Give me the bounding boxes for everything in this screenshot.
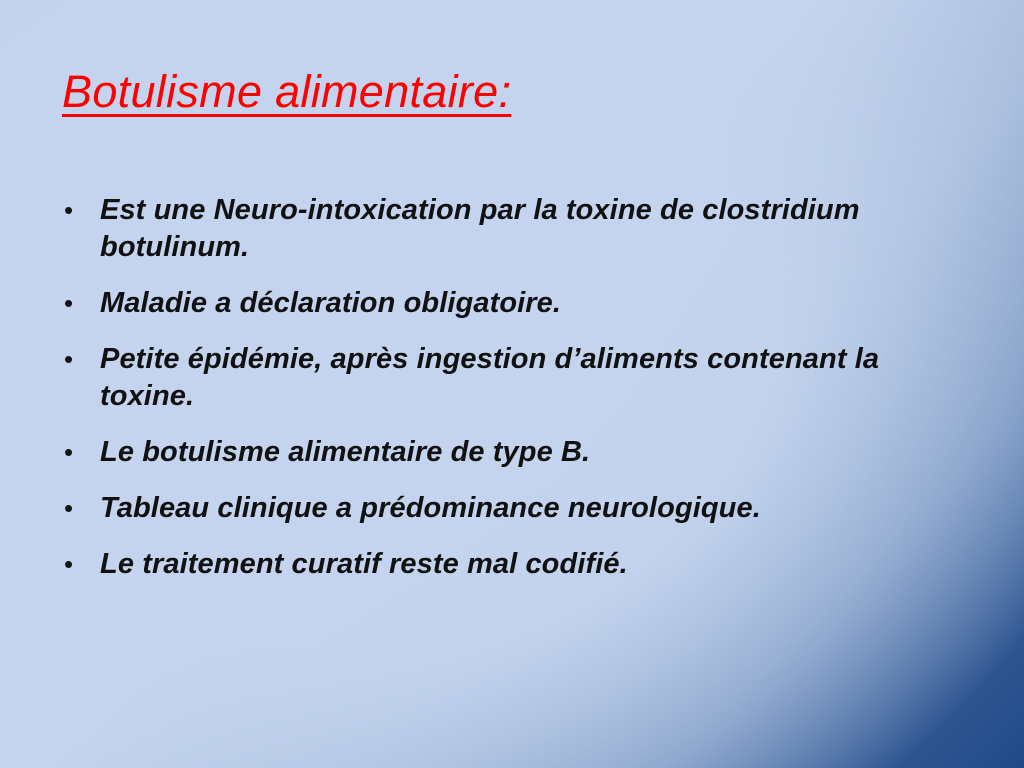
bullet-marker: • bbox=[64, 344, 74, 374]
bullet-item bbox=[60, 490, 920, 527]
bullet-marker: • bbox=[64, 437, 74, 467]
bullet-marker: • bbox=[64, 288, 74, 318]
bullet-text: Petite épidémie, après ingestion d’aliments contenant la toxine. bbox=[100, 343, 880, 412]
bullet-text: Tableau clinique a prédominance neurologique. bbox=[100, 492, 761, 524]
bullet-text: Le traitement curatif reste mal codifié. bbox=[100, 548, 628, 580]
bullet-marker: • bbox=[64, 195, 74, 225]
bullet-list bbox=[60, 192, 920, 602]
bullet-item bbox=[60, 341, 920, 415]
bullet-item bbox=[60, 434, 920, 471]
bullet-marker: • bbox=[64, 549, 74, 579]
bullet-text: Le botulisme alimentaire de type B. bbox=[100, 436, 591, 468]
bullet-item bbox=[60, 192, 920, 266]
bullet-item bbox=[60, 285, 920, 322]
bullet-marker: • bbox=[64, 493, 74, 523]
bullet-text: Maladie a déclaration obligatoire. bbox=[100, 287, 562, 319]
bullet-item bbox=[60, 546, 920, 583]
bullet-text: Est une Neuro-intoxication par la toxine de clostridium botulinum. bbox=[100, 194, 860, 263]
slide-title: Botulisme alimentaire: bbox=[62, 66, 512, 117]
